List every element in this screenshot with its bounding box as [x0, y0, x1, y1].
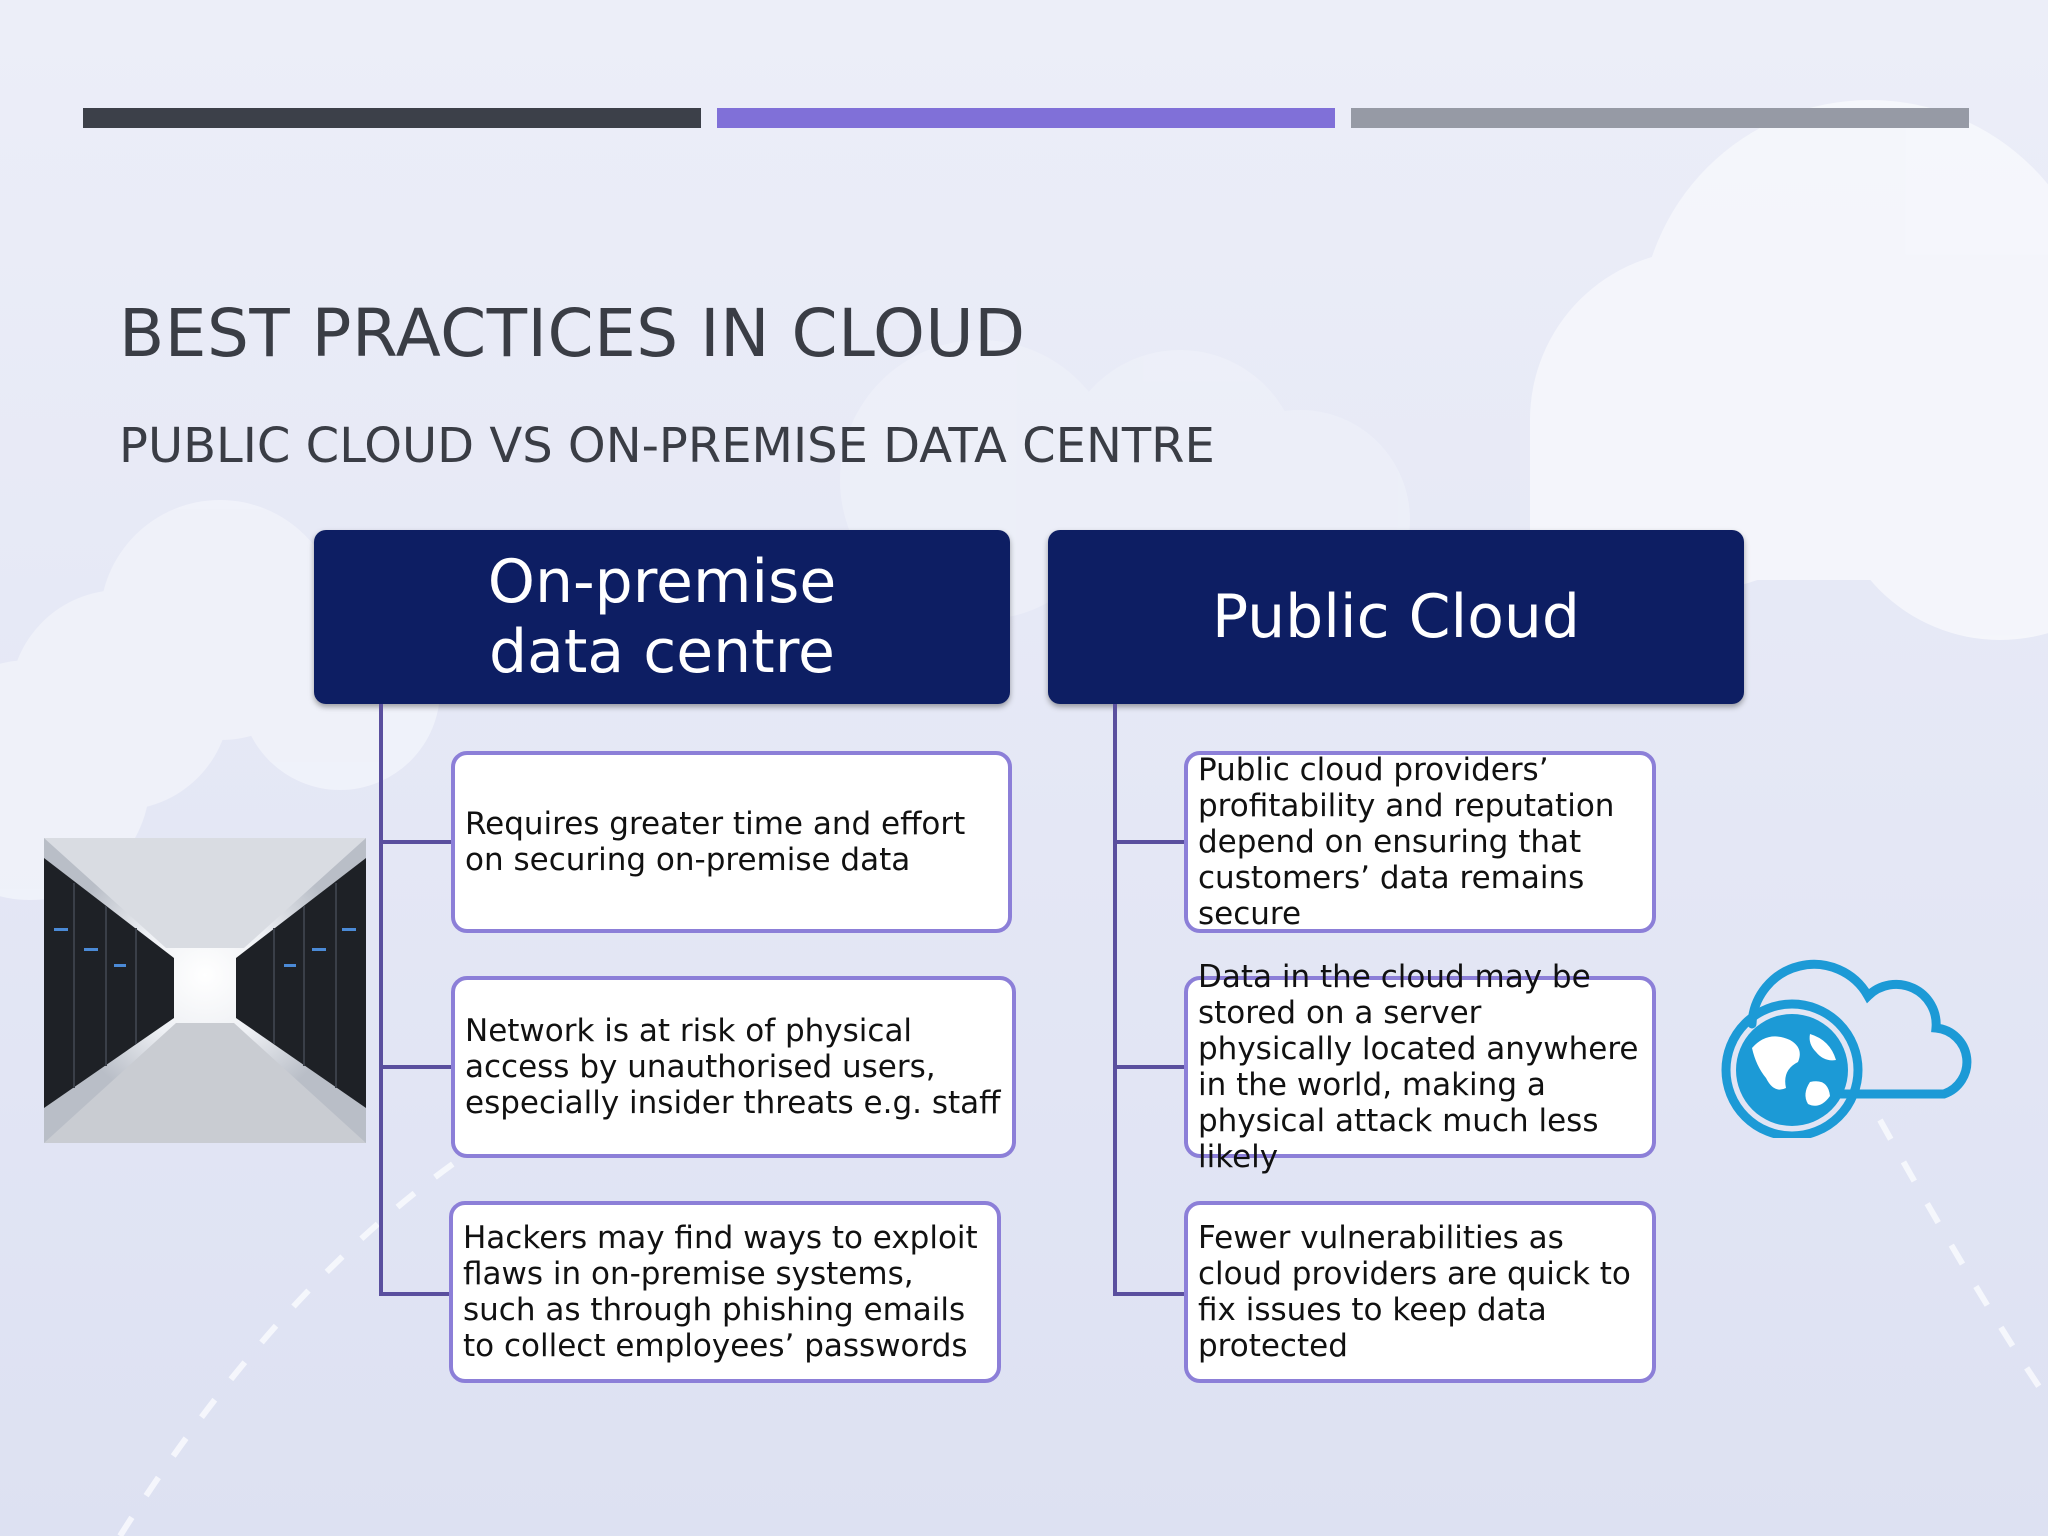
public-cloud-point-1 — [1184, 751, 1656, 933]
public-cloud-point-2-text: Data in the cloud may be stored on a server physically located anywhere in the world, making a physical attack much less likely — [1198, 959, 1639, 1175]
public-cloud-point-3-text: Fewer vulnerabilities as cloud providers are quick to fix issues to keep data protected — [1198, 1220, 1631, 1364]
right-connector-branch-2 — [1113, 1065, 1185, 1069]
top-bar-gray — [1351, 108, 1969, 128]
left-connector-branch-3 — [379, 1292, 451, 1296]
on-premise-header — [314, 530, 1010, 704]
top-bar-dark — [83, 108, 701, 128]
slide-title: BEST PRACTICES IN CLOUD — [119, 295, 1026, 372]
slide-subtitle: PUBLIC CLOUD VS ON-PREMISE DATA CENTRE — [119, 418, 1215, 474]
right-connector-branch-3 — [1113, 1292, 1185, 1296]
left-connector-branch-1 — [379, 840, 453, 844]
top-bar-purple — [717, 108, 1335, 128]
left-connector-branch-2 — [379, 1065, 453, 1069]
on-premise-point-1-text: Requires greater time and effort on securing on-premise data — [465, 806, 966, 878]
public-cloud-point-3 — [1184, 1201, 1656, 1383]
on-premise-point-3-text: Hackers may find ways to exploit flaws in on-premise systems, such as through phishing emails to collect employees’ passwords — [463, 1220, 978, 1364]
cloud-globe-icon — [1712, 944, 1978, 1138]
left-connector-trunk — [379, 704, 383, 1296]
public-cloud-header-label: Public Cloud — [1211, 582, 1581, 652]
right-connector-branch-1 — [1113, 840, 1185, 844]
on-premise-point-3 — [449, 1201, 1001, 1383]
on-premise-point-2-text: Network is at risk of physical access by unauthorised users, especially insider threats e.g. staff — [465, 1013, 1001, 1121]
on-premise-point-1 — [451, 751, 1012, 933]
public-cloud-point-1-text: Public cloud providers’ profitability and reputation depend on ensuring that customers’ data remains secure — [1198, 752, 1615, 932]
server-room-image — [44, 838, 366, 1143]
public-cloud-point-2 — [1184, 959, 1656, 1175]
on-premise-point-2 — [451, 976, 1016, 1158]
public-cloud-header — [1048, 530, 1744, 704]
right-connector-trunk — [1113, 704, 1117, 1296]
on-premise-header-label: On-premise data centre — [487, 547, 837, 687]
